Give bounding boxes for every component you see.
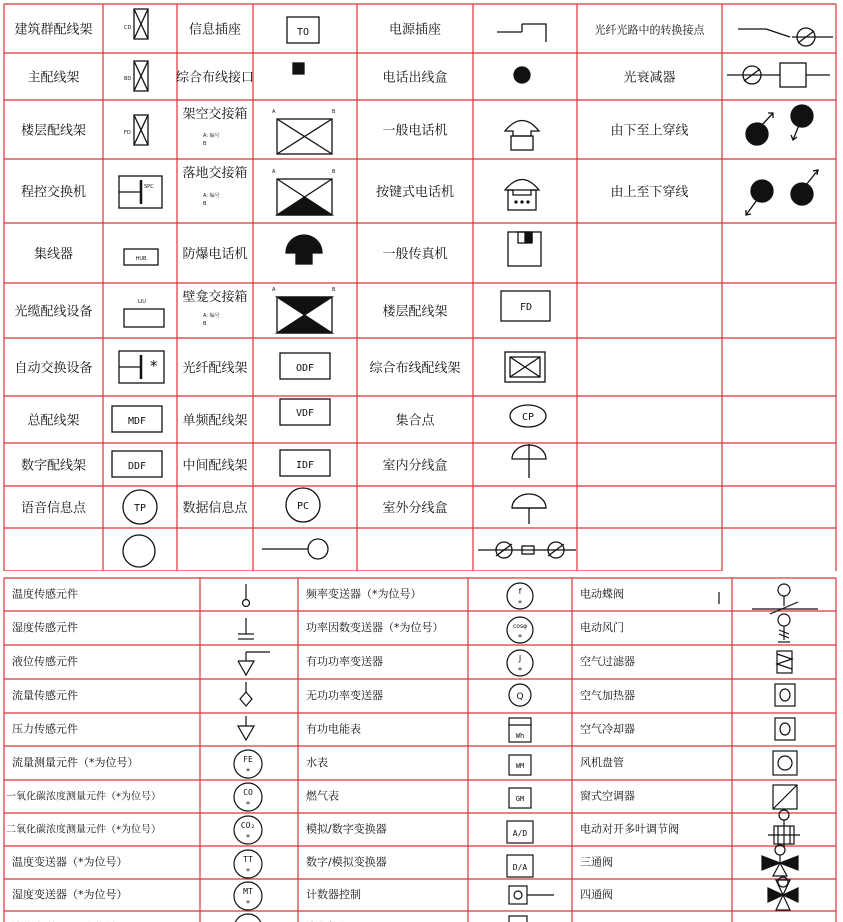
svg-text:PC: PC: [296, 501, 310, 512]
svg-text:ODF: ODF: [295, 363, 315, 374]
svg-text:*: *: [518, 633, 522, 642]
svg-text:VDF: VDF: [295, 408, 315, 419]
table1-label: 程控交换机: [20, 185, 87, 200]
table1-label: 按键式电话机: [375, 185, 455, 200]
table2-label: 功率因数变送器（*为位号）: [306, 621, 444, 634]
table2-label: 三通阀: [580, 855, 613, 869]
table1-label: 主配线架: [27, 70, 80, 86]
table2-label: 模拟/数字变换器: [306, 822, 387, 836]
svg-text:D/A: D/A: [512, 863, 528, 872]
svg-text:A: 编号: A: 编号: [203, 193, 220, 199]
table2-label: 温度传感元件: [12, 587, 78, 601]
table1-label: 数字配线架: [20, 458, 87, 474]
table1-label: 电话出线盒: [382, 70, 448, 86]
svg-text:TP: TP: [133, 503, 147, 514]
table2-label: 燃气表: [306, 789, 339, 803]
table1-label: 光纤配线架: [182, 361, 248, 376]
svg-text:MDF: MDF: [127, 416, 147, 427]
svg-text:A: A: [272, 109, 276, 115]
svg-text:CO₂: CO₂: [240, 821, 256, 830]
table1-label: 单频配线架: [182, 413, 248, 429]
svg-text:CO: CO: [243, 788, 253, 797]
svg-text:HUB: HUB: [135, 256, 147, 262]
svg-text:B: B: [332, 287, 336, 293]
svg-text:*: *: [150, 357, 158, 375]
table1-label: 光缆配线设备: [14, 304, 93, 320]
svg-text:IDF: IDF: [295, 460, 315, 471]
svg-text:TT: TT: [243, 855, 253, 864]
table1-label: 落地交接箱: [182, 166, 248, 181]
svg-text:FE: FE: [243, 755, 253, 764]
table1-label: 总配线架: [27, 413, 80, 429]
table2-label: 无功功率变送器: [306, 689, 383, 702]
table1-label: 楼层配线架: [382, 304, 448, 320]
svg-text:f: f: [518, 587, 522, 596]
table2-label: 一氧化碳浓度测量元件（*为位号）: [6, 791, 161, 803]
svg-text:*: *: [246, 867, 250, 876]
table1-label: 楼层配线架: [20, 123, 87, 139]
svg-text:A: A: [272, 169, 276, 175]
svg-text:BD: BD: [124, 76, 132, 82]
table1-label: 光纤光路中的转换接点: [594, 23, 705, 37]
table2-label: 湿度变送器（*为位号）: [12, 888, 128, 901]
svg-text:*: *: [518, 666, 522, 675]
table1-label: 由下至上穿线: [610, 123, 689, 139]
svg-text:A: 编号: A: 编号: [203, 133, 220, 139]
svg-text:A/D: A/D: [512, 829, 528, 838]
svg-text:FD: FD: [124, 130, 131, 136]
table2-label: 电动蝶阀: [580, 587, 624, 601]
svg-text:B: B: [332, 109, 336, 115]
table2-label: 四通阀: [580, 888, 613, 901]
integrated-cabling-interface-symbol: [293, 63, 304, 74]
svg-text:cosφ: cosφ: [512, 623, 528, 630]
table2-label: 数字/模拟变换器: [306, 855, 387, 869]
table2-label: 窗式空调器: [580, 789, 635, 803]
table2-label: 流量传感元件: [12, 689, 78, 702]
table1-label: 集合点: [395, 413, 435, 429]
table1-label: 由上至下穿线: [610, 185, 689, 200]
table-separator: [0, 571, 843, 575]
svg-text:TO: TO: [296, 27, 310, 38]
table1-label: 集线器: [33, 247, 74, 262]
svg-text:MT: MT: [243, 887, 253, 896]
table1-label: 语音信息点: [20, 501, 87, 516]
svg-text:*: *: [246, 833, 250, 842]
svg-text:B: B: [203, 201, 207, 207]
svg-text:B: B: [332, 169, 336, 175]
table2-label: 空气加热器: [580, 689, 635, 702]
svg-text:Q: Q: [516, 692, 524, 702]
svg-text:WM: WM: [515, 762, 525, 770]
svg-text:A: A: [272, 287, 276, 293]
table1-label: 架空交接箱: [182, 107, 248, 122]
table1-label: 数据信息点: [182, 501, 248, 516]
svg-text:CP: CP: [521, 412, 535, 423]
table1-label: 综合布线配线架: [369, 361, 461, 376]
phone-outlet-symbol: [514, 67, 530, 83]
table1-label: 中间配线架: [182, 458, 248, 474]
table1-label: 电源插座: [388, 22, 442, 38]
table1-label: 室外分线盒: [382, 501, 448, 516]
table1-label: 信息插座: [188, 22, 242, 38]
svg-text:SPC: SPC: [144, 184, 154, 190]
table2-label: 温度变送器（*为位号）: [12, 855, 128, 869]
svg-text:CD: CD: [124, 25, 132, 31]
table2-label: 计数器控制: [306, 888, 361, 901]
table2-label: 风机盘管: [580, 756, 624, 769]
svg-text:A: 编号: A: 编号: [203, 313, 220, 319]
svg-text:FD: FD: [519, 302, 533, 313]
svg-text:*: *: [246, 767, 250, 776]
table1-label: 室内分线盒: [382, 458, 448, 474]
svg-text:*: *: [518, 599, 522, 608]
svg-text:GM: GM: [515, 795, 525, 803]
svg-text:B: B: [203, 321, 207, 327]
svg-text:Wh: Wh: [515, 732, 525, 740]
svg-text:*: *: [246, 899, 250, 908]
table1-label: 光衰减器: [623, 70, 676, 86]
svg-text:B: B: [203, 141, 207, 147]
table1-label: 建筑群配线架: [14, 22, 93, 38]
table2-label: 电动风门: [580, 621, 624, 634]
table1-label: 自动交换设备: [14, 361, 93, 376]
table1-label: 一般电话机: [382, 123, 448, 139]
table2-label: 湿度传感元件: [12, 621, 78, 634]
table2-label: 压力传感元件: [12, 722, 78, 736]
svg-text:*: *: [246, 800, 250, 809]
table2-label: 流量测量元件（*为位号）: [12, 756, 139, 769]
svg-text:J: J: [518, 654, 522, 663]
table2-label: 空气冷却器: [580, 722, 635, 736]
table2-label: 有功功率变送器: [306, 655, 383, 668]
table1-label: 一般传真机: [382, 247, 448, 262]
table2-label: 空气过滤器: [580, 655, 635, 668]
table1-label: 综合布线接口: [175, 70, 255, 86]
table2-label: 频率变送器（*为位号）: [306, 587, 422, 601]
table1-label: 防爆电话机: [182, 247, 248, 262]
svg-text:DDF: DDF: [127, 461, 147, 472]
table2-label: 水表: [306, 756, 328, 769]
table2-label: 二氧化碳浓度测量元件（*为位号）: [6, 824, 161, 836]
table2-label: 有功电能表: [306, 722, 361, 736]
svg-text:LIU: LIU: [138, 299, 146, 305]
table2-label: 液位传感元件: [12, 655, 78, 668]
table2-label: 电动对开多叶调节阀: [580, 822, 679, 836]
table1-label: 壁龛交接箱: [182, 290, 248, 305]
